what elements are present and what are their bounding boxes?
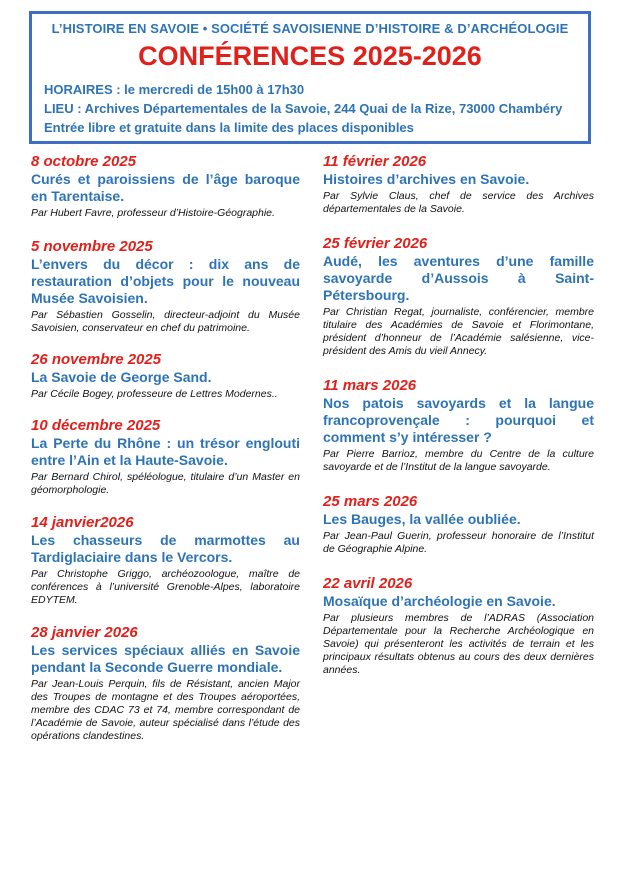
talk-title: La Savoie de George Sand. <box>31 369 212 385</box>
talk-item <box>323 377 594 474</box>
talk-date: 11 février 2026 <box>323 153 427 170</box>
talk-speaker: Par Jean-Paul Guerin, professeur honoraire de l’Institut de Géographie Alpine. <box>323 530 594 555</box>
location-text: LIEU : Archives Départementales de la Savoie, 244 Quai de la Rize, 73000 Chambéry <box>44 101 563 116</box>
talk-title: La Perte du Rhône : un trésor englouti entre l’Ain et la Haute-Savoie. <box>31 435 300 468</box>
talk-title: Audé, les aventures d’une famille savoyarde d’Aussois à Saint-Pétersbourg. <box>323 253 594 303</box>
talk-date: 10 décembre 2025 <box>31 417 161 434</box>
talk-speaker: Par Christian Regat, journaliste, conférencier, membre titulaire des Académies de Savoie et Florimontane, président d’honneur de l’Académie salésienne, vice-président des Amis du vieil Annecy. <box>323 306 594 357</box>
talk-speaker: Par Bernard Chirol, spéléologue, titulaire d’un Master en géomorphologie. <box>31 471 300 496</box>
talk-speaker: Par Sylvie Claus, chef de service des Archives départementales de la Savoie. <box>323 190 594 215</box>
talk-speaker: Par Christophe Griggo, archéozoologue, maître de conférences à l’université Grenoble-Alpes, laboratoire EDYTEM. <box>31 568 300 606</box>
talk-title: Nos patois savoyards et la langue francoprovençale : pourquoi et comment s’y intéresser ? <box>323 395 594 445</box>
hours-text: HORAIRES : le mercredi de 15h00 à 17h30 <box>44 82 305 97</box>
talk-speaker: Par plusieurs membres de l’ADRAS (Association Départementale pour la Recherche Archéologique en Savoie) qui présenteront les activités de terrain et les principaux résultats obtenus au cours des deux dernières années. <box>323 612 594 676</box>
talk-item <box>323 575 594 677</box>
talk-date: 25 février 2026 <box>323 235 428 252</box>
left-column <box>31 153 300 758</box>
talk-date: 14 janvier2026 <box>31 514 134 531</box>
talk-title: Curés et paroissiens de l’âge baroque en Tarentaise. <box>31 171 300 204</box>
talk-speaker: Par Cécile Bogey, professeure de Lettres Modernes.. <box>31 388 278 400</box>
talk-speaker: Par Hubert Favre, professeur d’Histoire-Géographie. <box>31 207 275 219</box>
talk-date: 5 novembre 2025 <box>31 238 153 255</box>
talk-date: 11 mars 2026 <box>323 377 417 394</box>
talk-item <box>323 153 594 216</box>
talk-item <box>31 153 300 220</box>
talk-item <box>31 417 300 497</box>
header-box <box>29 11 591 144</box>
talk-title: Histoires d’archives en Savoie. <box>323 171 530 187</box>
talk-item <box>323 235 594 358</box>
talk-date: 22 avril 2026 <box>323 575 413 592</box>
talk-speaker: Par Sébastien Gosselin, directeur-adjoint du Musée Savoisien, conservateur en chef du patrimoine. <box>31 309 300 334</box>
talk-title: Les services spéciaux alliés en Savoie pendant la Seconde Guerre mondiale. <box>31 642 300 675</box>
talk-date: 26 novembre 2025 <box>31 351 162 368</box>
talk-title: Les chasseurs de marmottes au Tardiglaciaire dans le Vercors. <box>31 532 300 565</box>
talk-speaker: Par Pierre Barrioz, membre du Centre de la culture savoyarde et de l’Institut de la langue savoyarde. <box>323 448 594 473</box>
talk-speaker: Par Jean-Louis Perquin, fils de Résistant, ancien Major des Troupes de montagne et des Troupes aéroportées, membre des CDAC 73 et 74, membre correspondant de l’Académie de Savoie, auteur spécialisé dans l’étude des opérations clandestines. <box>31 678 300 742</box>
talk-title: L’envers du décor : dix ans de restauration d’objets pour le nouveau Musée Savoisien. <box>31 256 300 306</box>
talk-date: 25 mars 2026 <box>323 493 418 510</box>
talk-title: Mosaïque d’archéologie en Savoie. <box>323 593 556 609</box>
entry-text: Entrée libre et gratuite dans la limite des places disponibles <box>44 120 414 135</box>
talk-date: 8 octobre 2025 <box>31 153 137 170</box>
talk-date: 28 janvier 2026 <box>31 624 138 641</box>
right-column <box>323 153 594 692</box>
society-name: L’HISTOIRE EN SAVOIE • SOCIÉTÉ SAVOISIENNE D’HISTOIRE & D’ARCHÉOLOGIE <box>51 21 569 36</box>
talk-title: Les Bauges, la vallée oubliée. <box>323 511 521 527</box>
talk-item <box>323 493 594 556</box>
talk-item <box>31 514 300 607</box>
talk-item <box>31 238 300 335</box>
talk-item <box>31 624 300 743</box>
page-title: CONFÉRENCES 2025-2026 <box>138 41 482 71</box>
talk-item <box>31 351 300 401</box>
